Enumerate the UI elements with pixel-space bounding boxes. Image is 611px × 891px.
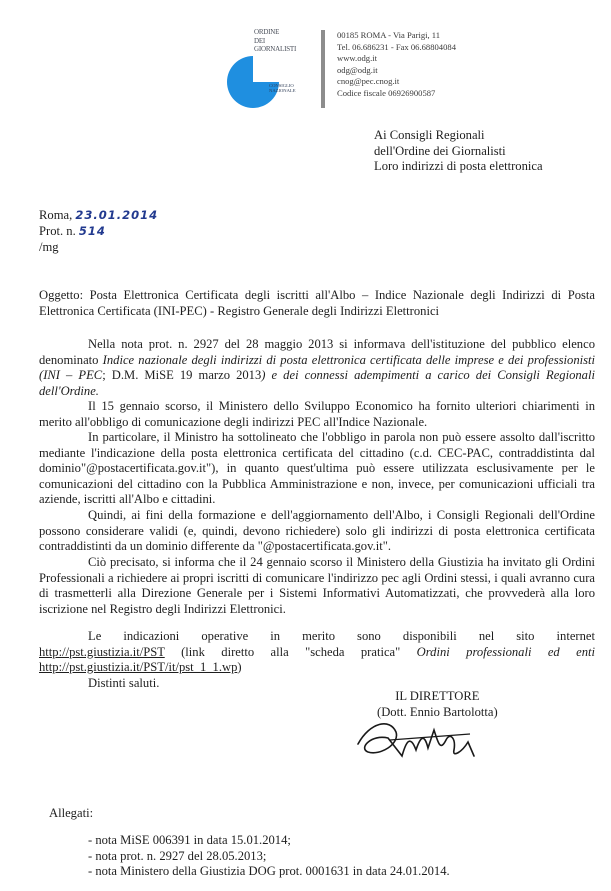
paragraph-2: Il 15 gennaio scorso, il Ministero dello Sviluppo Economico ha fornito ulteriori chiarimenti in merito all'obbligo di comunicazione degli indirizzi PEC all'Indice Nazionale.	[39, 399, 595, 429]
website-link[interactable]: www.odg.it	[337, 53, 378, 63]
handwritten-signature	[350, 712, 490, 768]
paragraph-4: Quindi, ai fini della formazione e dell'aggiornamento dell'Albo, i Consigli Regionali dell'Ordine possono considerare validi (e, quindi, devono richiedere) solo gli indirizzi di posta elettronica certificata contraddistinti da un dominio differente da "@postacertificata.gov.it".	[39, 508, 595, 553]
paragraph-6: Le indicazioni operative in merito sono disponibili nel sito internet http://pst.giustizia.it/PST (link diretto alla "scheda pratica" Ordini professionali ed enti http://pst.giustizia.it/PST/it/pst_1_1.wp)	[39, 629, 595, 674]
closing: Distinti saluti.	[88, 676, 160, 690]
paragraph-5: Ciò precisato, si informa che il 24 gennaio scorso il Ministero della Giustizia ha invitato gli Ordini Professionali a richiedere ai propri iscritti di comunicare l'indirizzo pec agli Ordini stessi, i quali avranno cura di trasmetterli alla Direzione Generale per i Sistemi Informativi Automatizzati, che provvederà alla loro iscrizione nel Registro degli Indirizzi Elettronici.	[39, 555, 595, 616]
handwritten-protocol-number: 514	[78, 223, 106, 238]
director-name: (Dott. Ennio Bartolotta)	[377, 704, 498, 719]
handwritten-date: 23.01.2014	[75, 208, 159, 222]
recipient-block	[374, 128, 543, 175]
recipient-line: Loro indirizzi di posta elettronica	[374, 159, 543, 173]
recipient-line: dell'Ordine dei Giornalisti	[374, 143, 506, 158]
phone-fax: Tel. 06.686231 - Fax 06.68804084	[337, 41, 456, 52]
logo-circle-icon	[225, 54, 281, 110]
attachments-list	[88, 833, 450, 880]
attachment-item: - nota prot. n. 2927 del 28.05.2013;	[88, 848, 267, 863]
odg-logo	[225, 28, 323, 112]
consiglio-nazionale: CONSIGLIO NAZIONALE	[269, 83, 296, 93]
director-title: IL DIRETTORE	[395, 689, 480, 703]
pec-email-link[interactable]: cnog@pec.cnog.it	[337, 76, 400, 86]
attachment-item: - nota Ministero della Giustizia DOG prot. 0001631 in data 24.01.2014.	[88, 864, 450, 879]
attachments-label: Allegati:	[49, 806, 94, 820]
recipient-line: Ai Consigli Regionali	[374, 128, 485, 142]
place: Roma,	[39, 208, 73, 222]
org-name: ORDINE DEI GIORNALISTI	[254, 28, 297, 53]
initials: /mg	[39, 239, 59, 254]
attachment-item: - nota MiSE 006391 in data 15.01.2014;	[88, 833, 291, 847]
pst-link[interactable]: http://pst.giustizia.it/PST	[39, 644, 165, 659]
subject-line: Oggetto: Posta Elettronica Certificata degli iscritti all'Albo – Indice Nazionale degli Indirizzi di Posta Elettronica Certificata (INI-PEC) - Registro Generale degli Indirizzi Elettronici	[39, 288, 595, 318]
protocol-label: Prot. n.	[39, 223, 76, 238]
pst-scheda-link[interactable]: http://pst.giustizia.it/PST/it/pst_1_1.wp	[39, 660, 238, 674]
email-link[interactable]: odg@odg.it	[337, 64, 378, 75]
tax-code: Codice fiscale 06926900587	[337, 87, 436, 98]
contact-info	[337, 30, 456, 99]
paragraph-1: Nella nota prot. n. 2927 del 28 maggio 2013 si informava dell'istituzione del pubblico elenco denominato Indice nazionale degli indirizzi di posta elettronica certificata delle imprese e dei professionisti (INI – PEC; D.M. MiSE 19 marzo 2013) e dei connessi adempimenti a carico dei Consigli Regionali dell'Ordine.	[39, 337, 596, 398]
address: 00185 ROMA - Via Parigi, 11	[337, 30, 441, 40]
paragraph-3: In particolare, il Ministro ha sottolineato che l'obbligo in parola non può essere assolto dall'iscritto mediante l'indicazione della posta elettronica certificata del cittadino (c.d. CEC-PAC, contraddistinta dal dominio"@postacertificata.gov.it"), in quanto quest'ultima può essere utilizzata esclusivamente per le comunicazioni del cittadino con la Pubblica Amministrazione e non, invece, per comunicazioni ufficiali tra aziende, iscritti all'Albo e cittadini.	[39, 430, 595, 506]
date-block	[39, 208, 158, 255]
letterhead-divider	[321, 30, 325, 108]
